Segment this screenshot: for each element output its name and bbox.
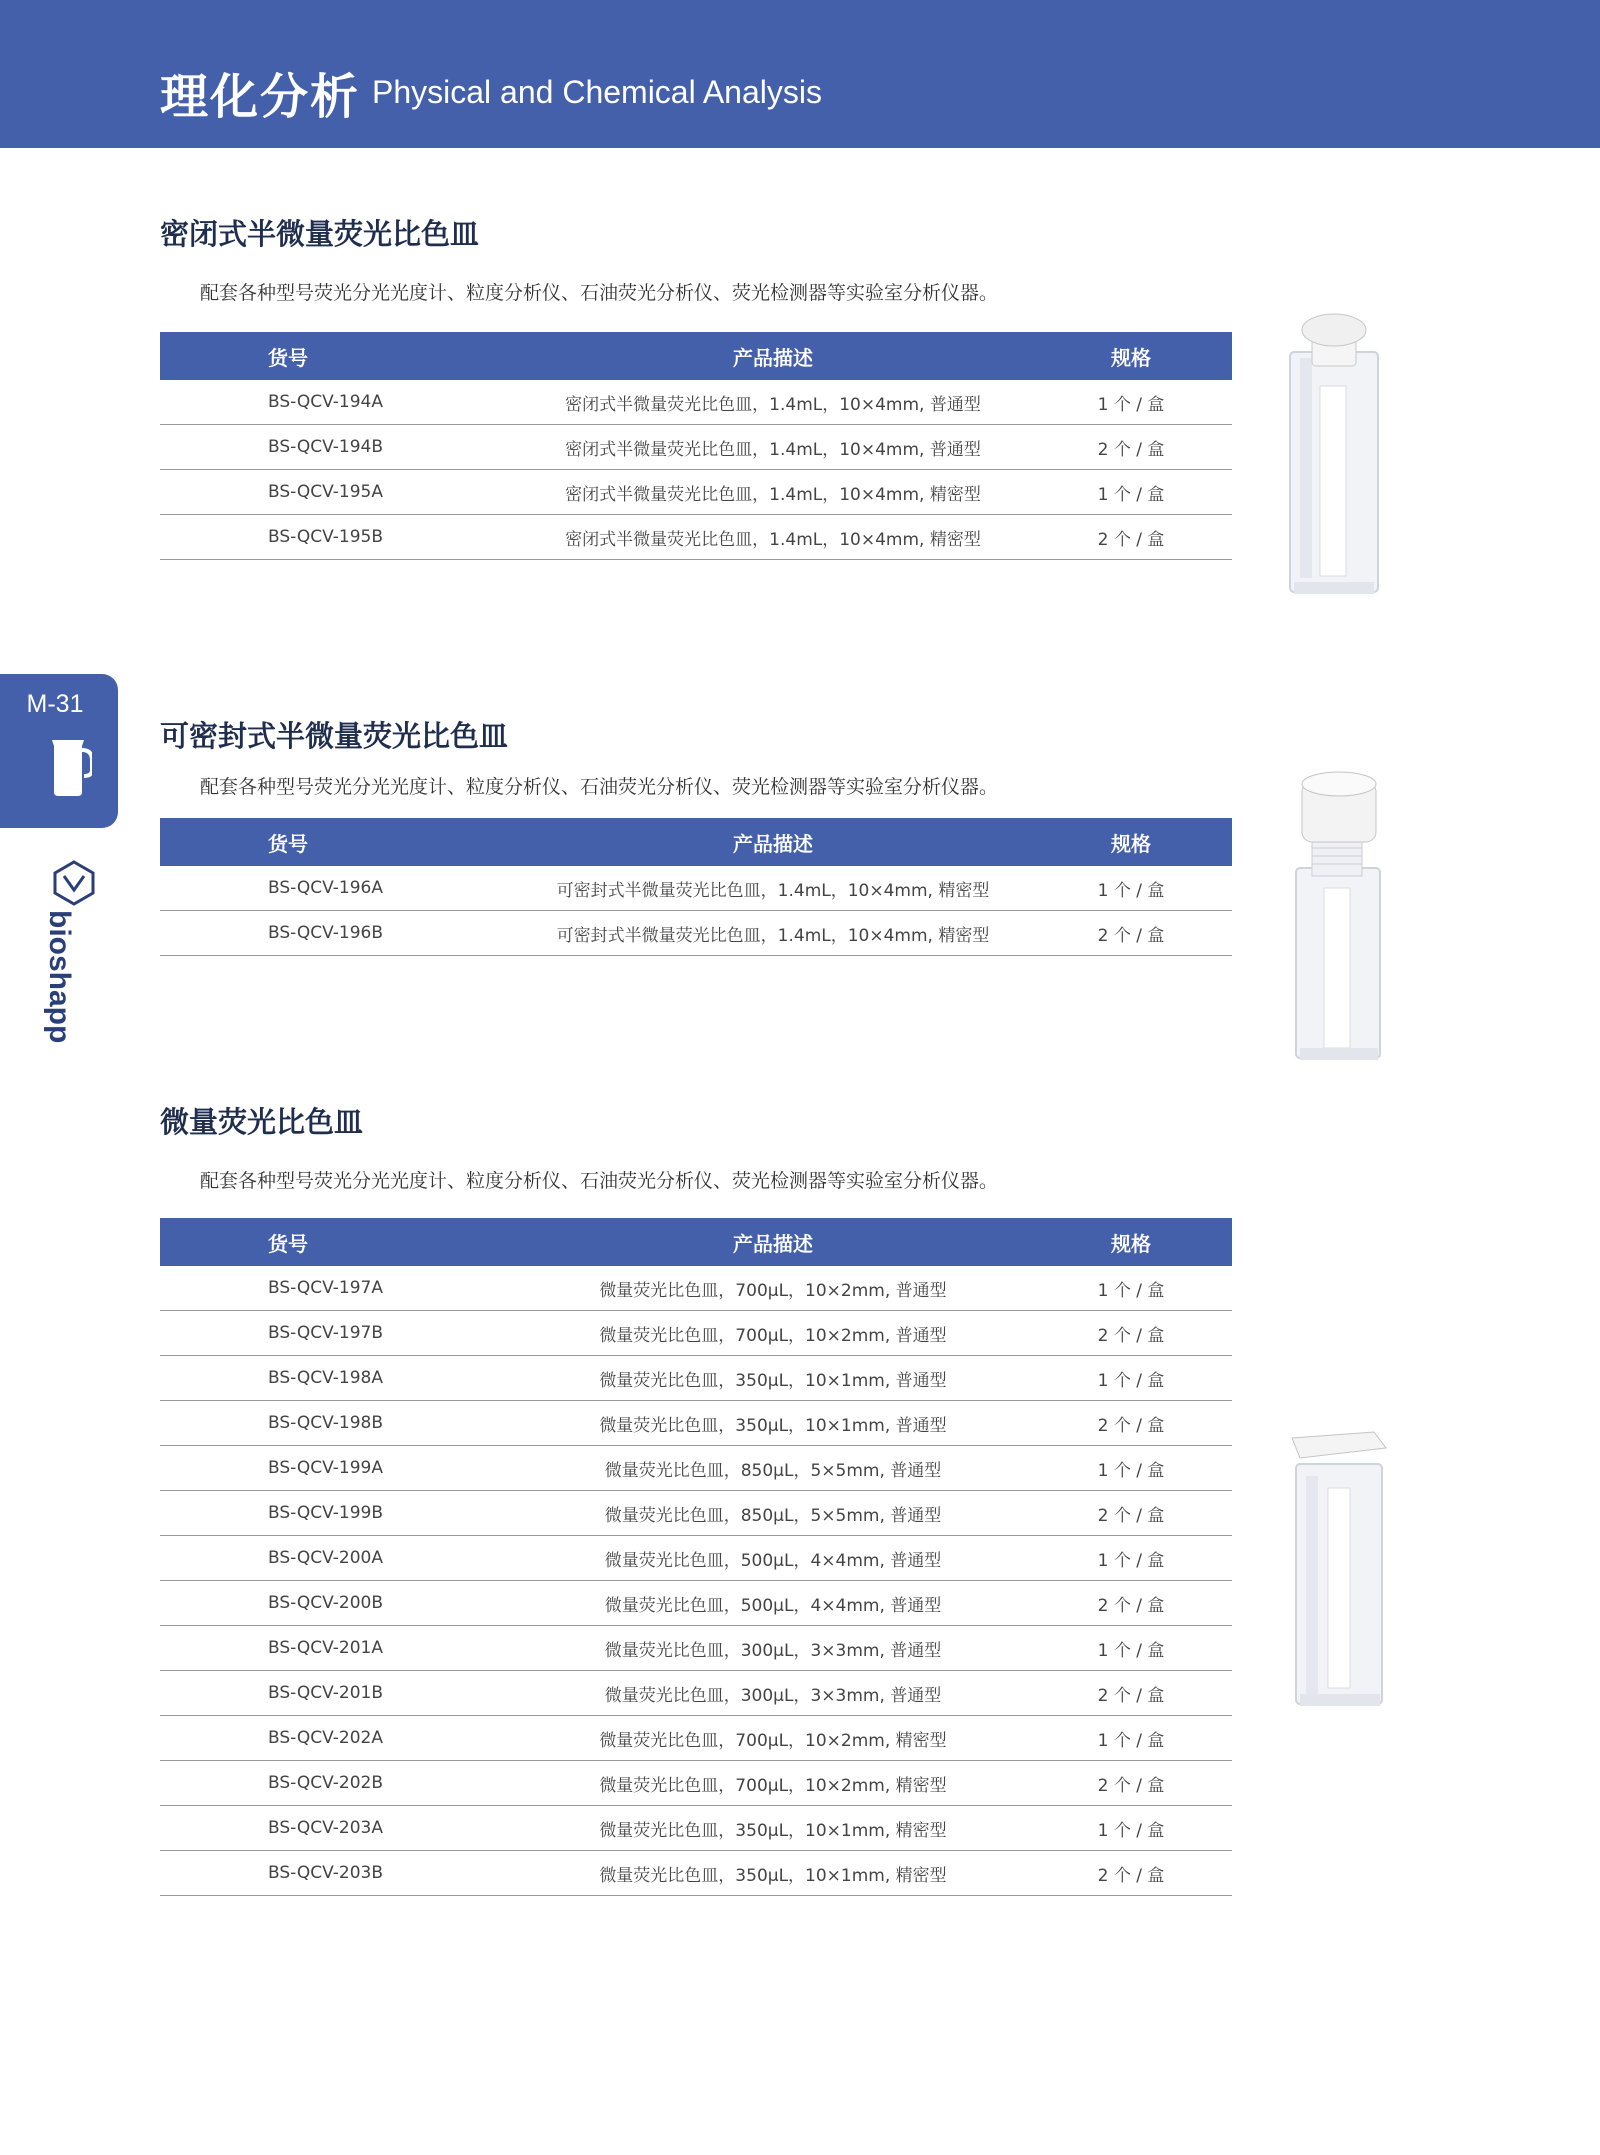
product-spec: 1 个 / 盒 [1018,1536,1232,1581]
product-description: 微量荧光比色皿，350µL，10×1mm, 普通型 [528,1356,1018,1401]
product-spec: 2 个 / 盒 [1018,1581,1232,1626]
product-description: 微量荧光比色皿，700µL，10×2mm, 普通型 [528,1311,1018,1356]
header-banner [0,0,1600,148]
table-row [160,515,1232,560]
product-sku: BS-QCV-198B [160,1401,528,1446]
table-row [160,470,1232,515]
table-row [160,1581,1232,1626]
product-description: 可密封式半微量荧光比色皿，1.4mL，10×4mm, 精密型 [528,866,1018,911]
product-spec: 2 个 / 盒 [1018,425,1232,470]
product-sku: BS-QCV-194A [160,380,528,425]
table-row [160,1761,1232,1806]
table-row [160,1716,1232,1761]
table-row [160,911,1232,956]
product-description: 微量荧光比色皿，300µL，3×3mm, 普通型 [528,1626,1018,1671]
product-spec: 1 个 / 盒 [1018,1806,1232,1851]
product-description: 微量荧光比色皿，350µL，10×1mm, 普通型 [528,1401,1018,1446]
product-spec: 2 个 / 盒 [1018,1311,1232,1356]
col-header-sku: 货号 [160,1218,528,1266]
product-spec: 1 个 / 盒 [1018,1716,1232,1761]
product-description: 微量荧光比色皿，500µL，4×4mm, 普通型 [528,1581,1018,1626]
table-row [160,1491,1232,1536]
table-row [160,1311,1232,1356]
table-row [160,425,1232,470]
product-sku: BS-QCV-195A [160,470,528,515]
product-sku: BS-QCV-199B [160,1491,528,1536]
page-code: M-31 [26,690,84,718]
cuvette-image-3 [1290,1418,1390,1718]
product-sku: BS-QCV-200B [160,1581,528,1626]
product-description: 微量荧光比色皿，350µL，10×1mm, 精密型 [528,1851,1018,1896]
spec-table-2 [160,818,1232,956]
product-spec: 1 个 / 盒 [1018,1356,1232,1401]
product-spec: 1 个 / 盒 [1018,866,1232,911]
table-header-row [160,1218,1232,1266]
product-sku: BS-QCV-196A [160,866,528,911]
product-description: 密闭式半微量荧光比色皿，1.4mL，10×4mm, 普通型 [528,425,1018,470]
product-spec: 1 个 / 盒 [1018,1266,1232,1311]
product-spec: 2 个 / 盒 [1018,911,1232,956]
product-spec: 1 个 / 盒 [1018,470,1232,515]
table-row [160,866,1232,911]
page-title-en: Physical and Chemical Analysis [372,74,822,110]
col-header-sku: 货号 [160,332,528,380]
table-row [160,1806,1232,1851]
product-sku: BS-QCV-201B [160,1671,528,1716]
product-description: 密闭式半微量荧光比色皿，1.4mL，10×4mm, 精密型 [528,470,1018,515]
spec-table-1 [160,332,1232,560]
product-sku: BS-QCV-196B [160,911,528,956]
product-spec: 2 个 / 盒 [1018,1401,1232,1446]
product-sku: BS-QCV-198A [160,1356,528,1401]
product-spec: 1 个 / 盒 [1018,1446,1232,1491]
product-sku: BS-QCV-197A [160,1266,528,1311]
product-spec: 2 个 / 盒 [1018,515,1232,560]
product-spec: 1 个 / 盒 [1018,380,1232,425]
cuvette-image-1 [1286,312,1386,602]
product-sku: BS-QCV-195B [160,515,528,560]
beaker-icon [46,736,92,798]
section-desc-3: 配套各种型号荧光分光光度计、粒度分析仪、石油荧光分析仪、荧光检测器等实验室分析仪器。 [200,1170,999,1192]
section-desc-2: 配套各种型号荧光分光光度计、粒度分析仪、石油荧光分析仪、荧光检测器等实验室分析仪器。 [200,776,999,798]
table-row [160,1266,1232,1311]
product-sku: BS-QCV-200A [160,1536,528,1581]
product-sku: BS-QCV-194B [160,425,528,470]
section-title-2: 可密封式半微量荧光比色皿 [160,719,509,753]
product-sku: BS-QCV-203B [160,1851,528,1896]
product-spec: 2 个 / 盒 [1018,1851,1232,1896]
brand-name: bioshарp [43,910,76,1044]
product-description: 密闭式半微量荧光比色皿，1.4mL，10×4mm, 普通型 [528,380,1018,425]
table-row [160,1356,1232,1401]
table-row [160,1536,1232,1581]
product-description: 微量荧光比色皿，850µL，5×5mm, 普通型 [528,1446,1018,1491]
section-title-3: 微量荧光比色皿 [160,1105,364,1139]
product-description: 微量荧光比色皿，500µL，4×4mm, 普通型 [528,1536,1018,1581]
col-header-spec: 规格 [1018,332,1232,380]
product-spec: 2 个 / 盒 [1018,1671,1232,1716]
col-header-desc: 产品描述 [528,818,1018,866]
product-sku: BS-QCV-197B [160,1311,528,1356]
product-spec: 1 个 / 盒 [1018,1626,1232,1671]
table-row [160,1626,1232,1671]
page-tab [0,674,118,828]
product-description: 微量荧光比色皿，300µL，3×3mm, 普通型 [528,1671,1018,1716]
page-title-cn: 理化分析 [160,69,361,125]
product-sku: BS-QCV-199A [160,1446,528,1491]
section-title-1: 密闭式半微量荧光比色皿 [160,217,480,251]
col-header-spec: 规格 [1018,818,1232,866]
col-header-sku: 货号 [160,818,528,866]
product-description: 微量荧光比色皿，700µL，10×2mm, 精密型 [528,1761,1018,1806]
table-header-row [160,818,1232,866]
product-description: 微量荧光比色皿，700µL，10×2mm, 普通型 [528,1266,1018,1311]
brand-logo [43,860,92,1044]
product-description: 可密封式半微量荧光比色皿，1.4mL，10×4mm, 精密型 [528,911,1018,956]
product-sku: BS-QCV-203A [160,1806,528,1851]
product-spec: 2 个 / 盒 [1018,1761,1232,1806]
product-description: 微量荧光比色皿，700µL，10×2mm, 精密型 [528,1716,1018,1761]
col-header-desc: 产品描述 [528,1218,1018,1266]
spec-table-3 [160,1218,1232,1896]
product-sku: BS-QCV-202B [160,1761,528,1806]
product-description: 密闭式半微量荧光比色皿，1.4mL，10×4mm, 精密型 [528,515,1018,560]
product-sku: BS-QCV-201A [160,1626,528,1671]
table-row [160,1446,1232,1491]
table-row [160,1851,1232,1896]
col-header-spec: 规格 [1018,1218,1232,1266]
table-row [160,1401,1232,1446]
table-header-row [160,332,1232,380]
section-desc-1: 配套各种型号荧光分光光度计、粒度分析仪、石油荧光分析仪、荧光检测器等实验室分析仪器。 [200,282,999,304]
product-sku: BS-QCV-202A [160,1716,528,1761]
logo-mark-icon [52,860,96,906]
table-row [160,380,1232,425]
col-header-desc: 产品描述 [528,332,1018,380]
product-spec: 2 个 / 盒 [1018,1491,1232,1536]
product-description: 微量荧光比色皿，350µL，10×1mm, 精密型 [528,1806,1018,1851]
product-description: 微量荧光比色皿，850µL，5×5mm, 普通型 [528,1491,1018,1536]
table-row [160,1671,1232,1716]
cuvette-image-2 [1290,768,1390,1068]
